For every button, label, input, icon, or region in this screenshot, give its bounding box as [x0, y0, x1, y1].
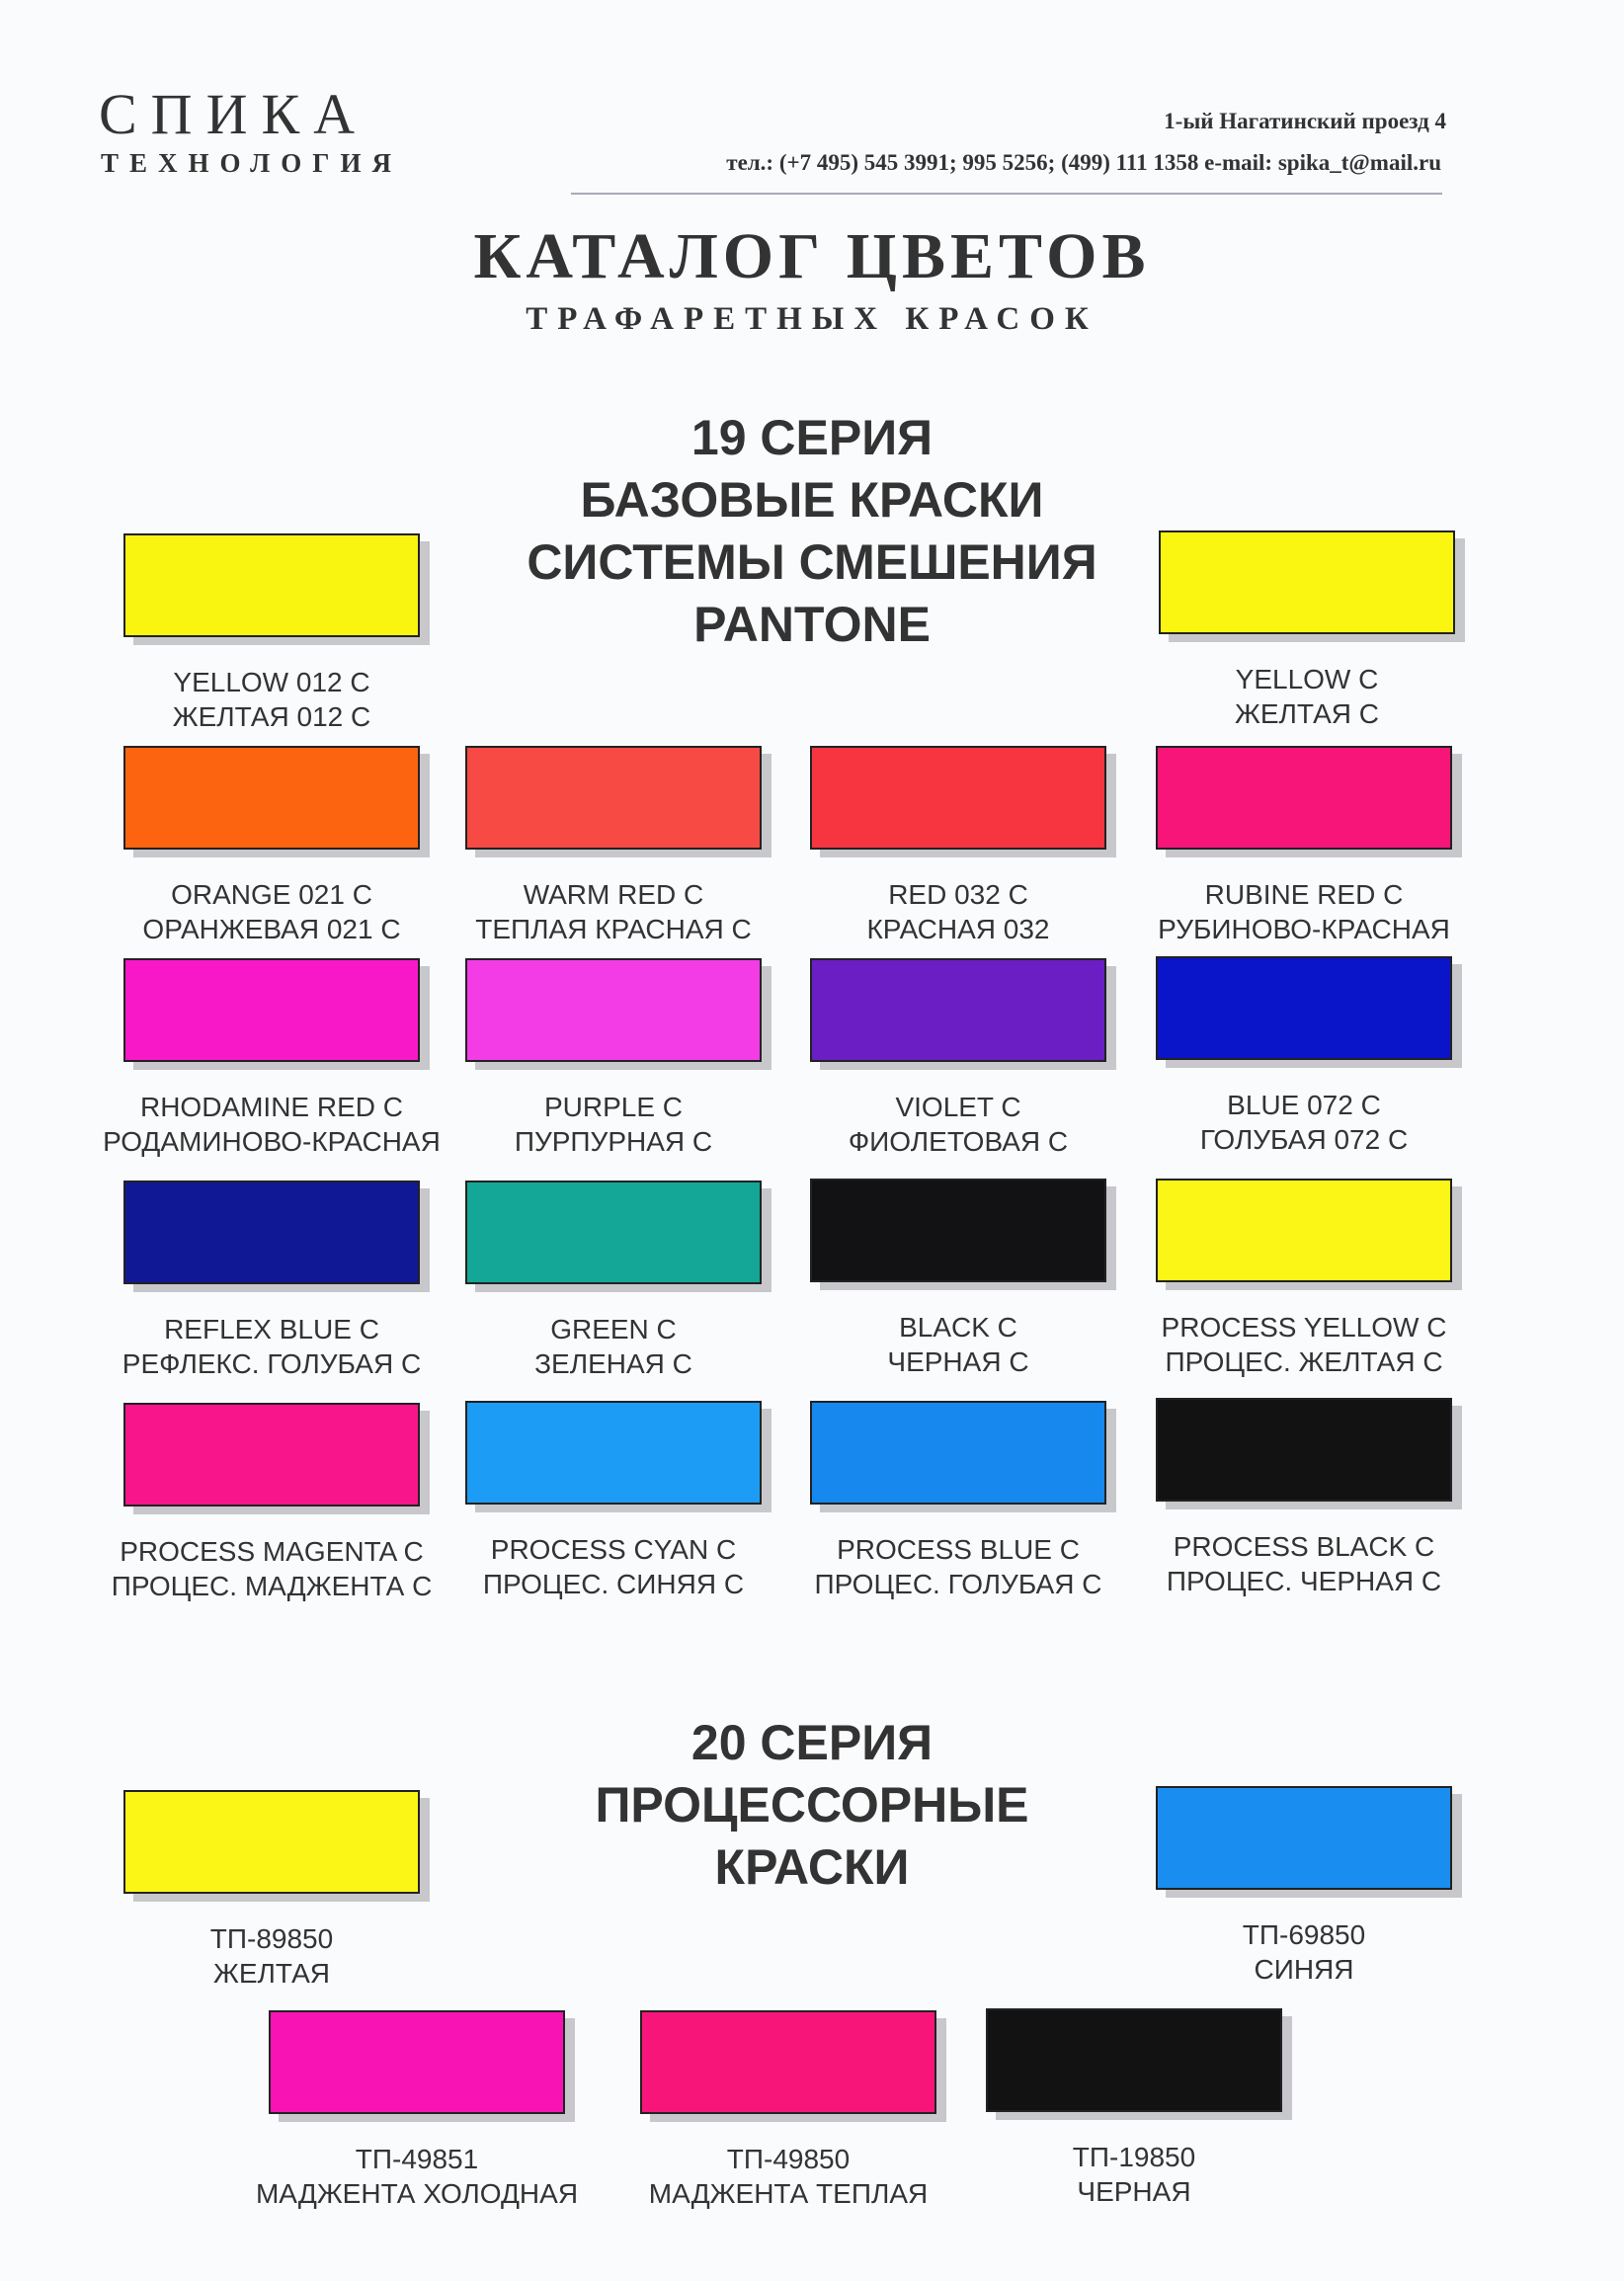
swatch-label: [74, 1090, 469, 1159]
swatch-label-line2: ПРОЦЕС. ГОЛУБАЯ С: [814, 1569, 1102, 1599]
swatch-label: [761, 1090, 1156, 1159]
logo-title: СПИКА: [99, 82, 369, 146]
swatch-label: [74, 1921, 469, 1991]
swatch-label-line1: YELLOW 012 C: [173, 667, 370, 697]
swatch-label-line2: РОДАМИНОВО-КРАСНАЯ: [103, 1126, 441, 1157]
swatch-label-line1: PURPLE C: [543, 1092, 684, 1122]
swatch-label-line2: ЖЕЛТАЯ С: [1235, 698, 1379, 729]
swatch-label-line1: RUBINE RED C: [1204, 879, 1404, 910]
color-swatch: [123, 533, 420, 637]
swatch-label-line1: PROCESS MAGENTA C: [120, 1536, 424, 1567]
header-divider: [571, 193, 1442, 195]
company-address: 1-ый Нагатинский проезд 4: [1164, 109, 1446, 133]
color-swatch: [810, 1401, 1106, 1505]
swatch-label-line1: ТП-19850: [1072, 2142, 1196, 2172]
swatch-label-line1: ТП-89850: [209, 1923, 334, 1954]
swatch-label: [1106, 1088, 1502, 1157]
swatch-label-line2: ПРОЦЕС. ЖЕЛТАЯ С: [1165, 1346, 1443, 1377]
swatch-label: [1106, 1529, 1502, 1598]
color-swatch: [465, 1181, 762, 1284]
catalog-title: КАТАЛОГ ЦВЕТОВ: [473, 220, 1151, 292]
color-swatch: [123, 1403, 420, 1507]
color-swatch: [123, 1181, 420, 1284]
swatch-label-line1: PROCESS CYAN C: [490, 1534, 737, 1565]
series20-heading-line: 20 СЕРИЯ: [690, 1715, 934, 1770]
swatch-label: [416, 1532, 811, 1601]
swatch-label-line2: ФИОЛЕТОВАЯ С: [848, 1126, 1069, 1157]
series20-heading-line: КРАСКИ: [714, 1839, 910, 1895]
series20-heading-line: ПРОЦЕССОРНЫЕ: [595, 1777, 1029, 1833]
color-swatch: [465, 958, 762, 1062]
swatch-label-line2: ЧЕРНАЯ С: [887, 1346, 1029, 1377]
swatch-label: [74, 877, 469, 946]
catalog-subtitle: ТРАФАРЕТНЫХ КРАСОК: [526, 301, 1098, 337]
color-swatch: [123, 1790, 420, 1894]
color-swatch: [1156, 746, 1452, 850]
color-swatch: [1156, 1786, 1452, 1890]
color-swatch: [810, 746, 1106, 850]
swatch-label-line2: ПУРПУРНАЯ С: [514, 1126, 713, 1157]
swatch-label-line2: МАДЖЕНТА ТЕПЛАЯ: [648, 2178, 929, 2209]
swatch-label-line1: BLUE 072 C: [1227, 1090, 1381, 1120]
swatch-label: [761, 1310, 1156, 1379]
swatch-label-line2: КРАСНАЯ 032: [866, 914, 1050, 944]
swatch-label: [74, 665, 469, 734]
color-swatch: [1156, 1179, 1452, 1282]
color-swatch: [810, 1179, 1106, 1282]
color-swatch: [269, 2010, 565, 2114]
swatch-label: [1106, 1917, 1502, 1987]
swatch-label: [1109, 662, 1504, 731]
series19-heading-line: 19 СЕРИЯ: [690, 410, 934, 465]
swatch-label-line2: РУБИНОВО-КРАСНАЯ: [1158, 914, 1450, 944]
series19-heading-line: БАЗОВЫЕ КРАСКИ: [580, 472, 1044, 528]
swatch-label-line1: VIOLET C: [895, 1092, 1021, 1122]
swatch-label-line2: МАДЖЕНТА ХОЛОДНАЯ: [255, 2178, 579, 2209]
swatch-label-line1: GREEN C: [550, 1314, 677, 1344]
swatch-label-line2: ЖЕЛТАЯ 012 С: [172, 701, 371, 732]
swatch-label-line2: ТЕПЛАЯ КРАСНАЯ С: [475, 914, 752, 944]
swatch-label: [416, 1312, 811, 1381]
swatch-label-line1: WARM RED C: [523, 879, 704, 910]
swatch-label-line1: REFLEX BLUE C: [164, 1314, 379, 1344]
swatch-label-line1: YELLOW C: [1235, 664, 1379, 694]
color-swatch: [465, 1401, 762, 1505]
swatch-label: [936, 2140, 1332, 2209]
swatch-label-line2: ПРОЦЕС. СИНЯЯ С: [482, 1569, 745, 1599]
color-swatch: [123, 746, 420, 850]
swatch-label-line1: ТП-69850: [1242, 1919, 1366, 1950]
swatch-label-line1: PROCESS BLACK C: [1173, 1531, 1435, 1562]
color-swatch: [465, 746, 762, 850]
color-swatch: [1159, 530, 1455, 634]
swatch-label-line1: ТП-49851: [355, 2144, 479, 2174]
swatch-label: [416, 1090, 811, 1159]
logo-subtitle: ТЕХНОЛОГИЯ: [101, 148, 402, 178]
color-swatch: [640, 2010, 936, 2114]
swatch-label-line2: ЧЕРНАЯ: [1077, 2176, 1191, 2207]
swatch-label-line1: PROCESS YELLOW C: [1161, 1312, 1447, 1343]
swatch-label: [761, 1532, 1156, 1601]
company-contacts: тел.: (+7 495) 545 3991; 995 5256; (499) 111 1358 e-mail: spika_t@mail.ru: [726, 150, 1441, 175]
color-swatch: [123, 958, 420, 1062]
swatch-label-line1: PROCESS BLUE C: [837, 1534, 1080, 1565]
swatch-label-line2: ОРАНЖЕВАЯ 021 С: [142, 914, 401, 944]
swatch-label-line1: RED 032 C: [888, 879, 1028, 910]
swatch-label: [416, 877, 811, 946]
swatch-label-line1: ТП-49850: [726, 2144, 851, 2174]
swatch-label: [1106, 1310, 1502, 1379]
swatch-label-line2: ЗЕЛЕНАЯ С: [534, 1348, 692, 1379]
swatch-label-line2: СИНЯЯ: [1254, 1954, 1354, 1985]
series19-heading-line: СИСТЕМЫ СМЕШЕНИЯ: [527, 534, 1097, 590]
swatch-label-line1: RHODAMINE RED C: [139, 1092, 403, 1122]
color-swatch: [1156, 956, 1452, 1060]
swatch-label-line2: ПРОЦЕС. МАДЖЕНТА С: [111, 1571, 433, 1601]
swatch-label: [219, 2142, 614, 2211]
swatch-label: [761, 877, 1156, 946]
swatch-label-line2: ПРОЦЕС. ЧЕРНАЯ С: [1166, 1566, 1442, 1596]
color-swatch: [986, 2008, 1282, 2112]
swatch-label: [591, 2142, 986, 2211]
swatch-label: [1106, 877, 1502, 946]
swatch-label-line2: ГОЛУБАЯ 072 С: [1199, 1124, 1409, 1155]
swatch-label: [74, 1312, 469, 1381]
swatch-label-line1: BLACK C: [899, 1312, 1017, 1343]
swatch-label: [74, 1534, 469, 1603]
color-swatch: [1156, 1398, 1452, 1502]
swatch-label-line1: ORANGE 021 C: [171, 879, 372, 910]
swatch-label-line2: ЖЕЛТАЯ: [213, 1958, 330, 1989]
color-swatch: [810, 958, 1106, 1062]
swatch-label-line2: РЕФЛЕКС. ГОЛУБАЯ С: [122, 1348, 422, 1379]
series19-heading-line: PANTONE: [693, 597, 931, 652]
